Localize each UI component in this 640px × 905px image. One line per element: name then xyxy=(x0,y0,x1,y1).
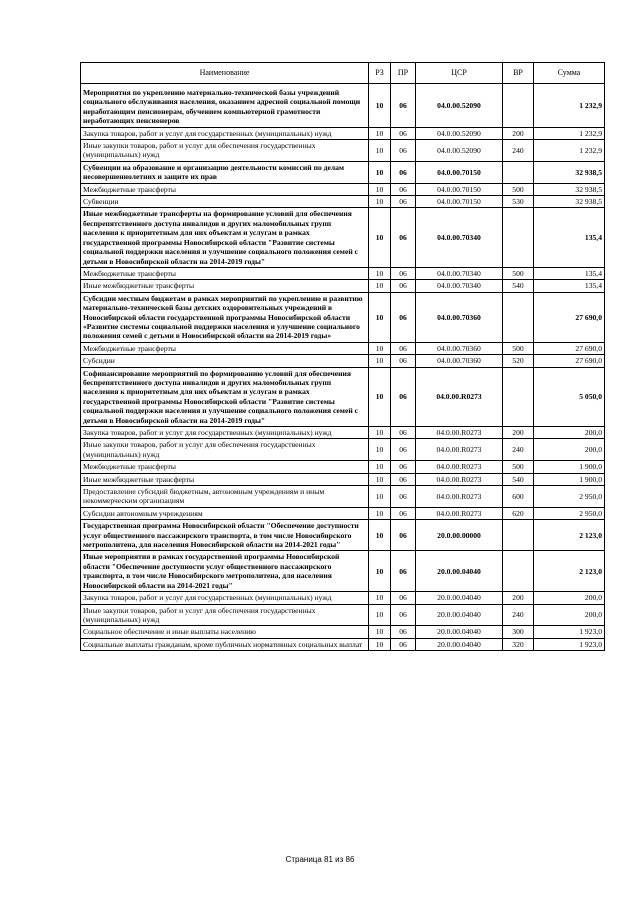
cell-sum: 2 950,0 xyxy=(534,486,605,508)
table-row xyxy=(81,626,605,638)
cell-csr: 20.0.00.00000 xyxy=(416,520,503,551)
cell-csr: 04.0.00.R0273 xyxy=(416,439,503,461)
header-csr: ЦСР xyxy=(416,63,503,84)
cell-name: Иные закупки товаров, работ и услуг для обеспечения государственных (муниципальных) нужд xyxy=(81,140,369,162)
header-name: Наименование xyxy=(81,63,369,84)
cell-pr: 06 xyxy=(391,551,416,592)
cell-sum: 27 690,0 xyxy=(534,342,605,354)
cell-rz: 10 xyxy=(369,267,391,279)
cell-sum: 1 900,0 xyxy=(534,473,605,485)
cell-name: Иные межбюджетные трансферты xyxy=(81,473,369,485)
cell-vr: 500 xyxy=(503,183,534,195)
cell-sum: 135,4 xyxy=(534,280,605,292)
cell-vr: 240 xyxy=(503,439,534,461)
table-row xyxy=(81,280,605,292)
table-row xyxy=(81,486,605,508)
cell-csr: 04.0.00.70340 xyxy=(416,208,503,267)
cell-sum: 1 900,0 xyxy=(534,461,605,473)
table-row xyxy=(81,520,605,551)
cell-vr: 500 xyxy=(503,461,534,473)
cell-name: Софинансирование мероприятий по формированию условий для обеспечения беспрепятственного доступа инвалидов и других маломобильных групп населения к приоритетным для них объектам и услугам в рамках государственной программы Новосибирской области "Развитие системы социальной поддержки населения и улучшение социального положения семей с детьми в Новосибирской области на 2014-2019 годы" xyxy=(81,367,369,426)
table-body xyxy=(81,84,605,651)
cell-sum: 200,0 xyxy=(534,439,605,461)
cell-name: Межбюджетные трансферты xyxy=(81,461,369,473)
cell-pr: 06 xyxy=(391,183,416,195)
cell-rz: 10 xyxy=(369,461,391,473)
cell-sum: 1 232,9 xyxy=(534,84,605,128)
cell-pr: 06 xyxy=(391,161,416,183)
cell-name: Закупка товаров, работ и услуг для государственных (муниципальных) нужд xyxy=(81,592,369,604)
cell-name: Субсидии xyxy=(81,355,369,367)
cell-pr: 06 xyxy=(391,604,416,626)
cell-vr xyxy=(503,520,534,551)
cell-name: Межбюджетные трансферты xyxy=(81,183,369,195)
cell-name: Субвенции xyxy=(81,196,369,208)
cell-csr: 04.0.00.52090 xyxy=(416,127,503,139)
cell-rz: 10 xyxy=(369,626,391,638)
cell-csr: 04.0.00.52090 xyxy=(416,140,503,162)
cell-sum: 32 938,5 xyxy=(534,183,605,195)
cell-rz: 10 xyxy=(369,196,391,208)
cell-name: Государственная программа Новосибирской области "Обеспечение доступности услуг общественного пассажирского транспорта, в том числе Новосибирского метрополитена, для населения Новосибирской области на 2014-2021 годы" xyxy=(81,520,369,551)
cell-vr xyxy=(503,551,534,592)
cell-name: Закупка товаров, работ и услуг для государственных (муниципальных) нужд xyxy=(81,127,369,139)
cell-rz: 10 xyxy=(369,342,391,354)
cell-name: Субвенции на образование и организацию деятельности комиссий по делам несовершеннолетних и защите их прав xyxy=(81,161,369,183)
cell-sum: 135,4 xyxy=(534,267,605,279)
header-pr: ПР xyxy=(391,63,416,84)
header-rz: РЗ xyxy=(369,63,391,84)
cell-rz: 10 xyxy=(369,486,391,508)
table-row xyxy=(81,439,605,461)
cell-pr: 06 xyxy=(391,267,416,279)
cell-name: Субсидии местным бюджетам в рамках мероприятий по укреплению и развитию материально-технической базы детских оздоровительных учреждений в Новосибирской области государственной программы Новосибирской области «Развитие системы социальной поддержки населения и улучшение социального положения семей с детьми в Новосибирской области на 2014-2019 годы» xyxy=(81,292,369,342)
cell-name: Иные мероприятия в рамках государственной программы Новосибирской области "Обеспечение доступности услуг общественного пассажирского транспорта, в том числе Новосибирского метрополитена, для населения Новосибирской области на 2014-2021 годы" xyxy=(81,551,369,592)
cell-sum: 135,4 xyxy=(534,208,605,267)
cell-pr: 06 xyxy=(391,292,416,342)
cell-pr: 06 xyxy=(391,427,416,439)
cell-name: Социальное обеспечение и иные выплаты населению xyxy=(81,626,369,638)
cell-csr: 04.0.00.R0273 xyxy=(416,367,503,426)
table-row xyxy=(81,196,605,208)
cell-csr: 04.0.00.R0273 xyxy=(416,427,503,439)
cell-vr: 540 xyxy=(503,473,534,485)
cell-name: Субсидии автономным учреждениям xyxy=(81,507,369,519)
cell-pr: 06 xyxy=(391,638,416,650)
cell-pr: 06 xyxy=(391,196,416,208)
cell-csr: 04.0.00.52090 xyxy=(416,84,503,128)
cell-sum: 27 690,0 xyxy=(534,292,605,342)
cell-sum: 200,0 xyxy=(534,604,605,626)
cell-name: Межбюджетные трансферты xyxy=(81,267,369,279)
cell-vr xyxy=(503,84,534,128)
table-row xyxy=(81,161,605,183)
table-row xyxy=(81,267,605,279)
cell-vr: 240 xyxy=(503,140,534,162)
cell-vr: 200 xyxy=(503,592,534,604)
cell-csr: 20.0.00.04040 xyxy=(416,638,503,650)
table-row xyxy=(81,592,605,604)
cell-sum: 27 690,0 xyxy=(534,355,605,367)
cell-vr xyxy=(503,208,534,267)
table-header-row xyxy=(81,63,605,84)
header-vr: ВР xyxy=(503,63,534,84)
cell-vr: 500 xyxy=(503,267,534,279)
cell-vr: 200 xyxy=(503,127,534,139)
cell-csr: 04.0.00.70360 xyxy=(416,292,503,342)
table-row xyxy=(81,507,605,519)
cell-csr: 04.0.00.70150 xyxy=(416,183,503,195)
cell-pr: 06 xyxy=(391,473,416,485)
cell-csr: 04.0.00.R0273 xyxy=(416,507,503,519)
cell-pr: 06 xyxy=(391,626,416,638)
cell-sum: 1 923,0 xyxy=(534,638,605,650)
cell-vr: 530 xyxy=(503,196,534,208)
cell-name: Иные закупки товаров, работ и услуг для обеспечения государственных (муниципальных) нужд xyxy=(81,604,369,626)
table-row xyxy=(81,84,605,128)
cell-rz: 10 xyxy=(369,84,391,128)
cell-sum: 2 123,0 xyxy=(534,520,605,551)
cell-sum: 1 923,0 xyxy=(534,626,605,638)
cell-pr: 06 xyxy=(391,127,416,139)
table-row xyxy=(81,127,605,139)
cell-sum: 1 232,9 xyxy=(534,127,605,139)
cell-vr: 320 xyxy=(503,638,534,650)
cell-sum: 32 938,5 xyxy=(534,196,605,208)
cell-vr: 300 xyxy=(503,626,534,638)
cell-sum: 5 050,0 xyxy=(534,367,605,426)
table-row xyxy=(81,638,605,650)
cell-rz: 10 xyxy=(369,140,391,162)
cell-csr: 04.0.00.R0273 xyxy=(416,461,503,473)
cell-name: Предоставление субсидий бюджетным, автономным учреждениям и иным некоммерческим организациям xyxy=(81,486,369,508)
table-row xyxy=(81,183,605,195)
cell-csr: 04.0.00.R0273 xyxy=(416,473,503,485)
cell-rz: 10 xyxy=(369,280,391,292)
cell-vr: 540 xyxy=(503,280,534,292)
cell-vr: 500 xyxy=(503,342,534,354)
cell-rz: 10 xyxy=(369,439,391,461)
cell-vr xyxy=(503,367,534,426)
cell-csr: 04.0.00.70150 xyxy=(416,161,503,183)
cell-pr: 06 xyxy=(391,486,416,508)
cell-rz: 10 xyxy=(369,292,391,342)
cell-rz: 10 xyxy=(369,520,391,551)
budget-table xyxy=(80,62,605,651)
cell-csr: 04.0.00.70340 xyxy=(416,267,503,279)
table-row xyxy=(81,604,605,626)
cell-name: Иные закупки товаров, работ и услуг для обеспечения государственных (муниципальных) нужд xyxy=(81,439,369,461)
cell-rz: 10 xyxy=(369,638,391,650)
cell-sum: 32 938,5 xyxy=(534,161,605,183)
cell-csr: 04.0.00.70150 xyxy=(416,196,503,208)
cell-rz: 10 xyxy=(369,507,391,519)
cell-csr: 20.0.00.04040 xyxy=(416,551,503,592)
cell-name: Мероприятия по укреплению материально-технической базы учреждений социального обслуживания населения, оказанием адресной социальной помощи неработающим пенсионерам, обучением компьютерной грамотности неработающих пенсионеров xyxy=(81,84,369,128)
cell-rz: 10 xyxy=(369,604,391,626)
table-row xyxy=(81,427,605,439)
cell-pr: 06 xyxy=(391,140,416,162)
table-row xyxy=(81,342,605,354)
table-row xyxy=(81,355,605,367)
cell-rz: 10 xyxy=(369,355,391,367)
cell-rz: 10 xyxy=(369,551,391,592)
page-number: Страница 81 из 86 xyxy=(285,855,355,864)
cell-sum: 1 232,9 xyxy=(534,140,605,162)
cell-rz: 10 xyxy=(369,592,391,604)
cell-pr: 06 xyxy=(391,342,416,354)
cell-name: Иные межбюджетные трансферты xyxy=(81,280,369,292)
cell-vr: 240 xyxy=(503,604,534,626)
cell-vr: 520 xyxy=(503,355,534,367)
cell-rz: 10 xyxy=(369,473,391,485)
cell-vr: 620 xyxy=(503,507,534,519)
table-row xyxy=(81,208,605,267)
cell-name: Иные межбюджетные трансферты на формирование условий для обеспечения беспрепятственного доступа инвалидов и других маломобильных групп населения к приоритетным для них объектам и услугам в рамках государственной программы Новосибирской области "Развитие системы социальной поддержки населения и улучшение социального положения семей с детьми в Новосибирской области на 2014-2019 годы" xyxy=(81,208,369,267)
table-row xyxy=(81,367,605,426)
cell-vr: 200 xyxy=(503,427,534,439)
cell-pr: 06 xyxy=(391,280,416,292)
cell-vr xyxy=(503,292,534,342)
cell-pr: 06 xyxy=(391,507,416,519)
cell-csr: 20.0.00.04040 xyxy=(416,592,503,604)
cell-rz: 10 xyxy=(369,183,391,195)
table-row xyxy=(81,461,605,473)
cell-rz: 10 xyxy=(369,208,391,267)
table-row xyxy=(81,140,605,162)
table-row xyxy=(81,551,605,592)
cell-csr: 04.0.00.70360 xyxy=(416,355,503,367)
cell-rz: 10 xyxy=(369,427,391,439)
cell-csr: 20.0.00.04040 xyxy=(416,626,503,638)
cell-pr: 06 xyxy=(391,355,416,367)
cell-csr: 04.0.00.R0273 xyxy=(416,486,503,508)
cell-pr: 06 xyxy=(391,461,416,473)
table-row xyxy=(81,473,605,485)
cell-pr: 06 xyxy=(391,592,416,604)
cell-rz: 10 xyxy=(369,161,391,183)
cell-name: Межбюджетные трансферты xyxy=(81,342,369,354)
cell-pr: 06 xyxy=(391,439,416,461)
cell-name: Закупка товаров, работ и услуг для государственных (муниципальных) нужд xyxy=(81,427,369,439)
cell-sum: 200,0 xyxy=(534,427,605,439)
cell-vr: 600 xyxy=(503,486,534,508)
cell-pr: 06 xyxy=(391,84,416,128)
cell-rz: 10 xyxy=(369,367,391,426)
cell-pr: 06 xyxy=(391,208,416,267)
table-row xyxy=(81,292,605,342)
cell-csr: 20.0.00.04040 xyxy=(416,604,503,626)
cell-vr xyxy=(503,161,534,183)
cell-csr: 04.0.00.70340 xyxy=(416,280,503,292)
cell-pr: 06 xyxy=(391,520,416,551)
cell-csr: 04.0.00.70360 xyxy=(416,342,503,354)
header-sum: Сумма xyxy=(534,63,605,84)
cell-name: Социальные выплаты гражданам, кроме публичных нормативных социальных выплат xyxy=(81,638,369,650)
cell-sum: 200,0 xyxy=(534,592,605,604)
cell-sum: 2 950,0 xyxy=(534,507,605,519)
cell-sum: 2 123,0 xyxy=(534,551,605,592)
cell-rz: 10 xyxy=(369,127,391,139)
cell-pr: 06 xyxy=(391,367,416,426)
